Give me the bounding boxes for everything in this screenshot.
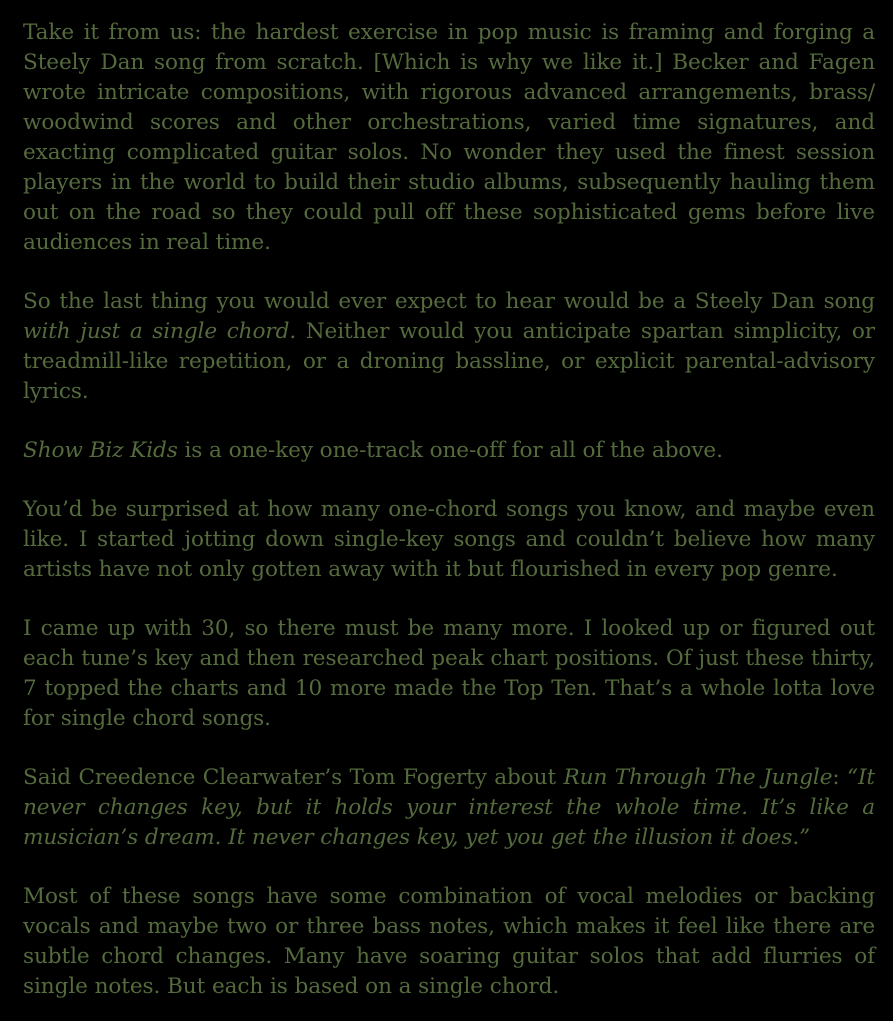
paragraph-single-chord-text-end: . Neither would you anticipate spartan simplicity, or treadmill-like repetition, or a droning bassline, or explicit parental-advisory lyrics. <box>23 319 875 404</box>
article-body <box>23 18 875 1002</box>
paragraph-show-biz-kids <box>23 436 875 466</box>
paragraph-fogerty-text: Said Creedence Clearwater’s Tom Fogerty about <box>23 765 564 790</box>
paragraph-single-chord-text-start: So the last thing you would ever expect to hear would be a Steely Dan song <box>23 289 875 314</box>
paragraph-surprised: You’d be surprised at how many one-chord songs you know, and maybe even like. I started jotting down single-key songs and couldn’t believe how many artists have not only gotten away with it but flourished in every pop genre. <box>23 497 875 582</box>
paragraph-combination: Most of these songs have some combination of vocal melodies or backing vocals and maybe two or three bass notes, which makes it feel like there are subtle chord changes. Many have soaring guitar solos that add flurries of single notes. But each is based on a single chord. <box>23 884 875 999</box>
song-title-run-through-the-jungle: Run Through The Jungle <box>563 765 833 790</box>
paragraph-thirty-songs: I came up with 30, so there must be many more. I looked up or figured out each tune’s key and then researched peak chart positions. Of just these thirty, 7 topped the charts and 10 more made the Top Ten. That’s a whole lotta love for single chord songs. <box>23 616 875 731</box>
fogerty-quote: “It never changes key, but it holds your interest the whole time. It’s like a musician’s dream. It never changes key, yet you get the illusion it does.” <box>23 765 875 850</box>
song-title-show-biz-kids: Show Biz Kids <box>23 438 178 463</box>
paragraph-single-chord <box>23 287 875 407</box>
paragraph-fogerty-quote <box>23 763 875 853</box>
single-chord-emphasis: with just a single chord <box>23 319 290 344</box>
paragraph-intro: Take it from us: the hardest exercise in pop music is framing and forging a Steely Dan song from scratch. [Which is why we like it.] Becker and Fagen wrote intricate compositions, with rigorous advanced arrangements, brass/ woodwind scores and other orchestrations, varied time signatures, and exacting complicated guitar solos. No wonder they used the finest session players in the world to build their studio albums, subsequently hauling them out on the road so they could pull off these sophisticated gems before live audiences in real time. <box>23 20 875 255</box>
paragraph-show-biz-kids-text: is a one-key one-track one-off for all of the above. <box>177 438 723 463</box>
quote-colon: : <box>832 765 848 790</box>
